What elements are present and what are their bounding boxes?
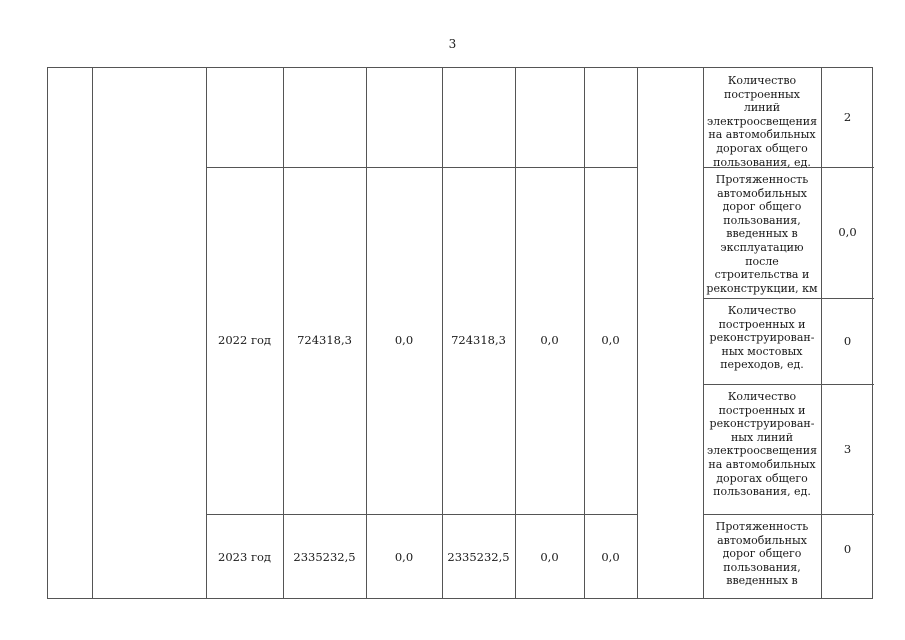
column-divider (637, 68, 638, 598)
indicator-value: 0 (843, 541, 852, 556)
indicator-name: Количество построенных линий электроосвещения на автомобильных дорогах общего пользования, ед. (706, 74, 818, 169)
year-cell: 2022 год (218, 333, 271, 348)
page-number: 3 (448, 37, 457, 51)
amount-cell: 2335232,5 (447, 549, 510, 564)
amount-cell: 724318,3 (451, 333, 506, 348)
indicator-value: 3 (843, 441, 852, 456)
amount-cell: 0,0 (601, 333, 620, 348)
amount-cell: 0,0 (601, 549, 620, 564)
indicator-value: 0,0 (838, 225, 857, 240)
budget-table (47, 67, 873, 599)
indicator-name: Количество построенных и реконструирован-ных мостовых переходов, ед. (709, 304, 815, 372)
indicator-name: Протяженность автомобильных дорог общего пользования, введенных в (715, 520, 809, 588)
amount-cell: 0,0 (394, 549, 414, 564)
indicator-value: 2 (843, 110, 852, 125)
amount-cell: 0,0 (540, 549, 559, 564)
amount-cell: 0,0 (540, 333, 559, 348)
amount-cell: 0,0 (394, 333, 414, 348)
total-cell: 2335232,5 (293, 549, 356, 564)
column-divider (92, 68, 93, 598)
indicator-name: Протяженность автомобильных дорог общего пользования, введенных в эксплуатацию после строительства и реконструкции, км (706, 173, 818, 295)
total-cell: 724318,3 (297, 333, 352, 348)
indicator-name: Количество построенных и реконструирован-ных линий электроосвещения на автомобильных дорогах общего пользования, ед. (706, 390, 818, 499)
year-cell: 2023 год (218, 549, 271, 564)
indicator-value: 0 (843, 333, 852, 348)
